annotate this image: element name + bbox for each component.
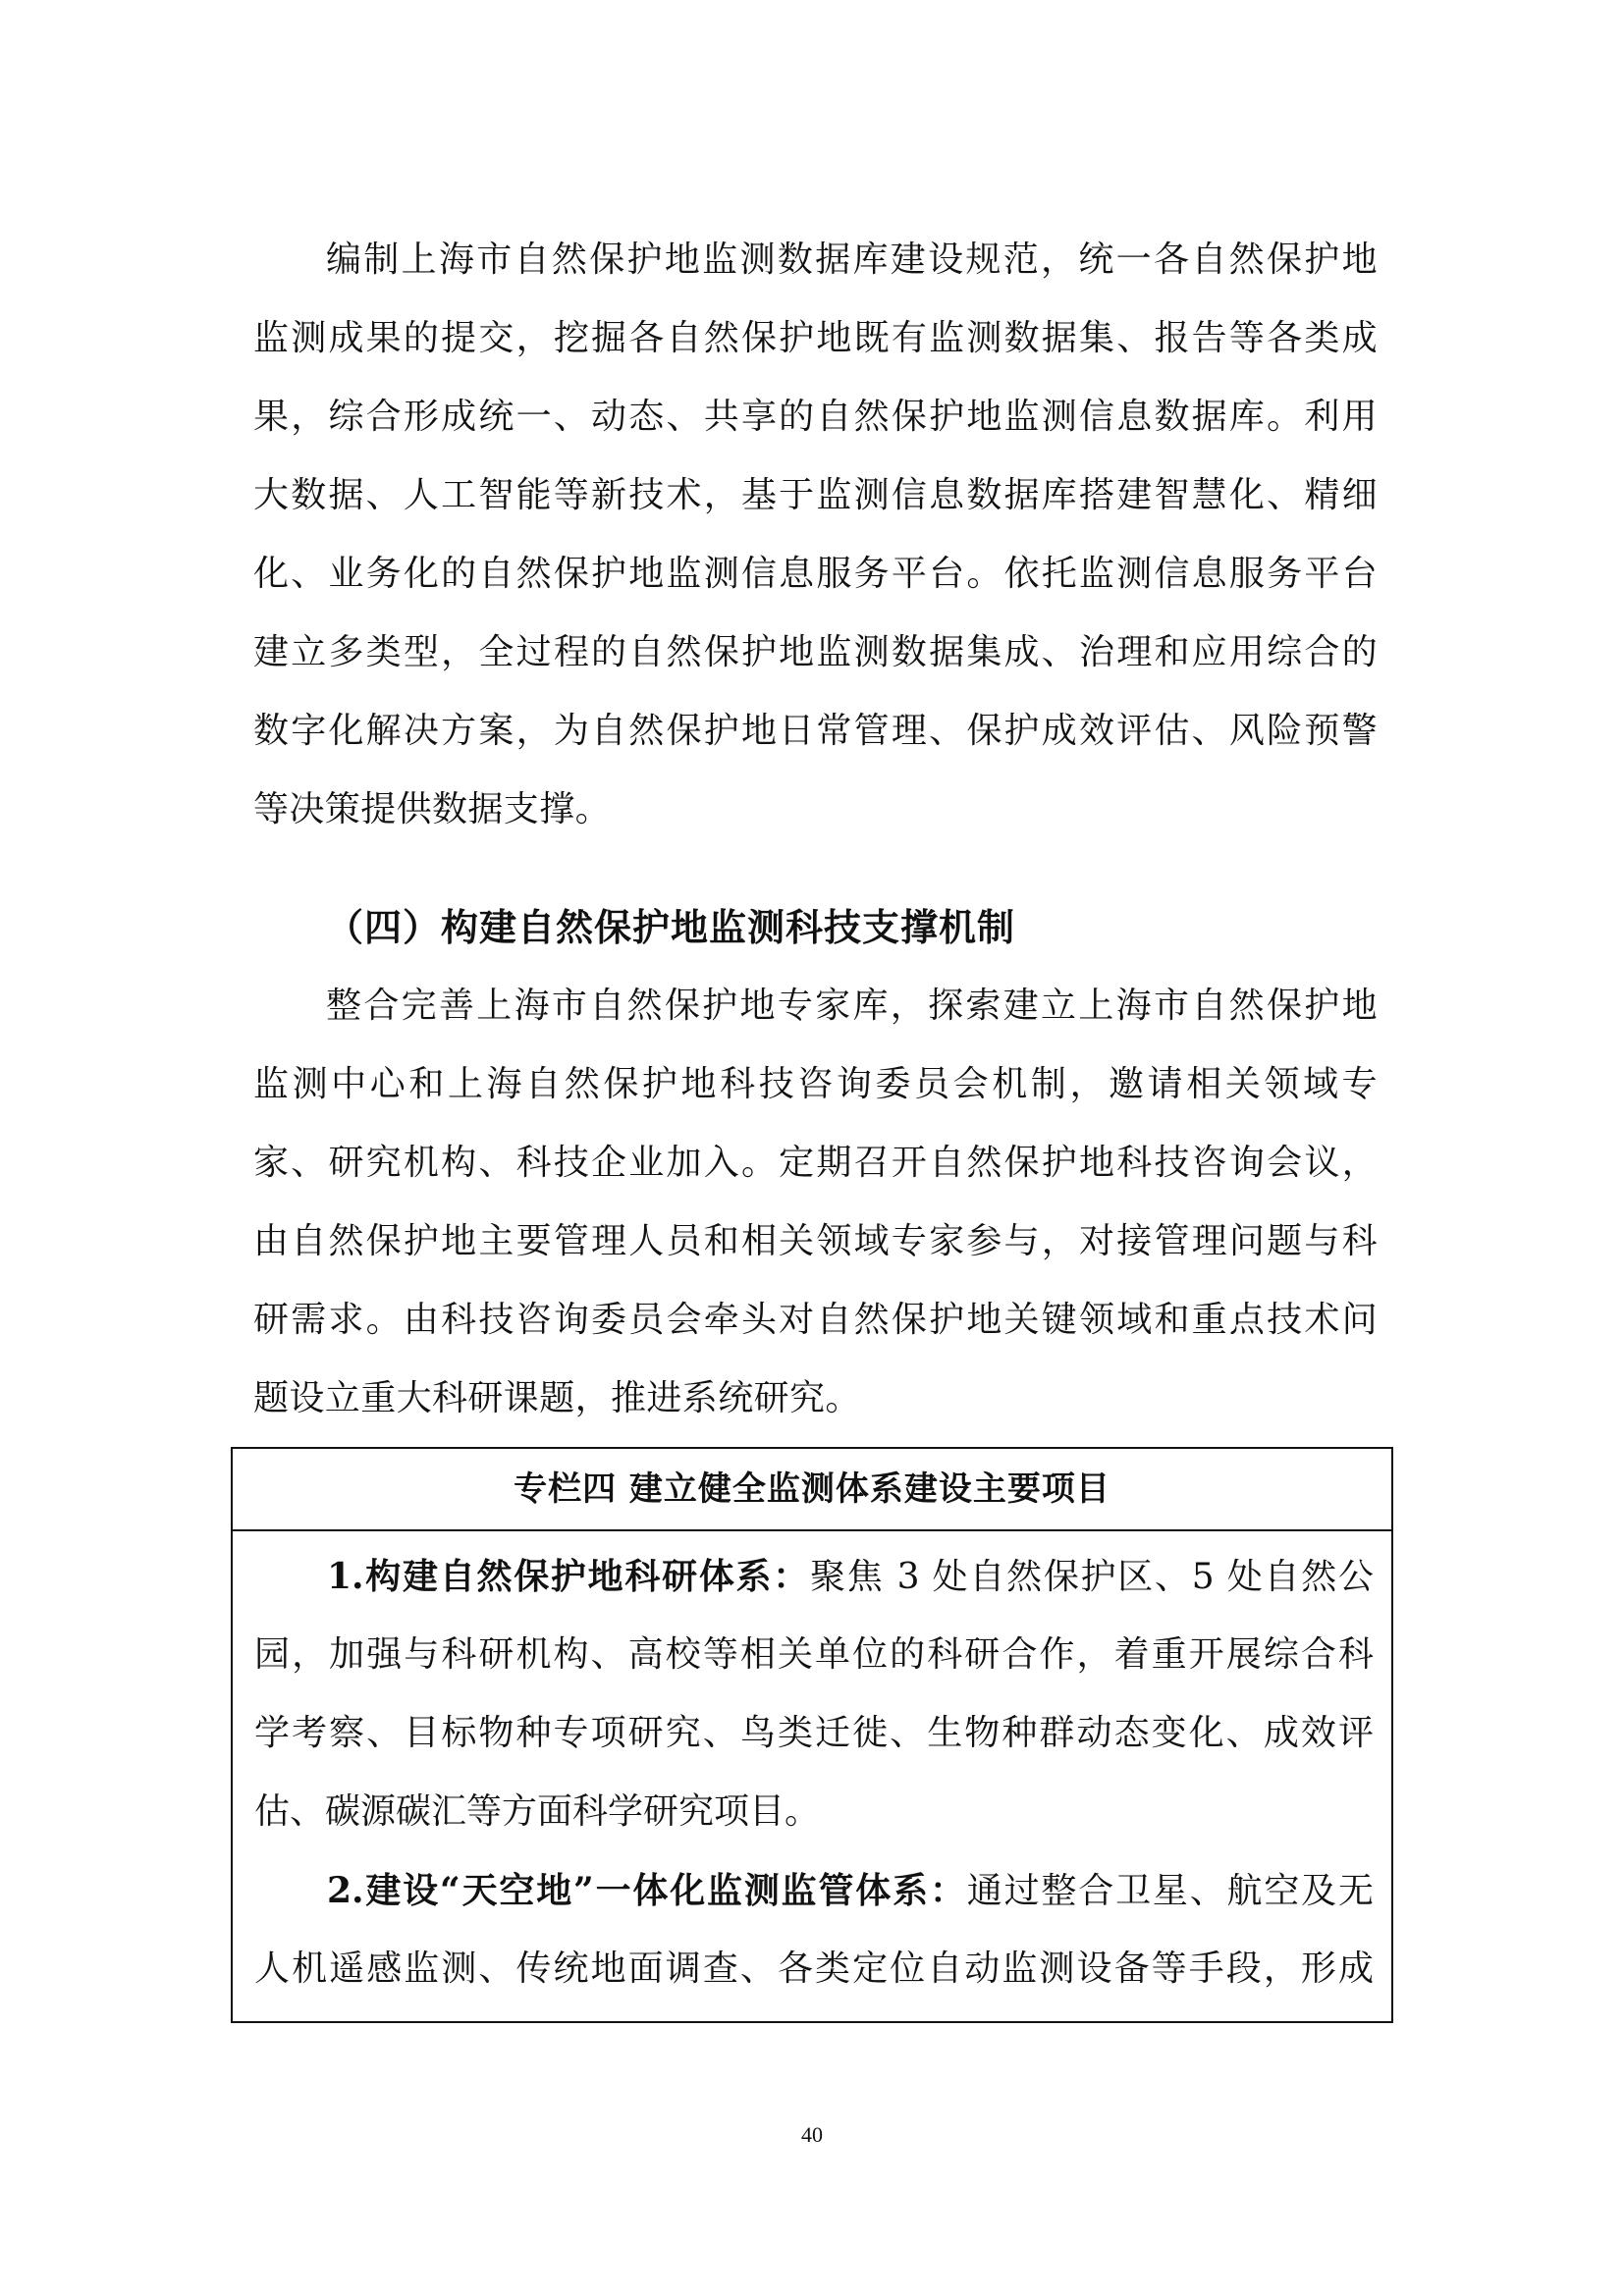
paragraph-line: 等决策提供数据支撑。 <box>253 789 612 829</box>
paragraph-line: 家、研究机构、科技企业加入。定期召开自然保护地科技咨询会议， <box>253 1143 1378 1183</box>
page-number: 40 <box>801 2122 823 2147</box>
project-item-first-line <box>254 1537 1374 1616</box>
paragraph-line: 化、业务化的自然保护地监测信息服务平台。依托监测信息服务平台 <box>253 554 1378 594</box>
column-box <box>231 1447 1393 2023</box>
project-item-first-line <box>254 1851 1374 1930</box>
project-item-text: 通过整合卫星、航空及无 <box>966 1871 1374 1911</box>
project-item-text: 聚焦 3 处自然保护区、5 处自然公 <box>810 1557 1374 1597</box>
paragraph-line: 监测中心和上海自然保护地科技咨询委员会机制，邀请相关领域专 <box>253 1064 1378 1104</box>
paragraph-line: 果，综合形成统一、动态、共享的自然保护地监测信息数据库。利用 <box>253 397 1378 437</box>
section-heading: （四）构建自然保护地监测科技支撑机制 <box>326 906 1016 949</box>
paragraph-line: 整合完善上海市自然保护地专家库，探索建立上海市自然保护地 <box>326 986 1378 1026</box>
project-item-line: 园，加强与科研机构、高校等相关单位的科研合作，着重开展综合科 <box>254 1634 1374 1675</box>
paragraph-line: 由自然保护地主要管理人员和相关领域专家参与，对接管理问题与科 <box>253 1221 1378 1261</box>
project-item-sky-space-ground <box>254 1851 1374 2008</box>
project-item-line: 人机遥感监测、传统地面调查、各类定位自动监测设备等手段，形成 <box>254 1949 1374 1989</box>
paragraph-line: 大数据、人工智能等新技术，基于监测信息数据库搭建智慧化、精细 <box>253 475 1378 515</box>
project-item-line: 学考察、目标物种专项研究、鸟类迁徙、生物种群动态变化、成效评 <box>254 1713 1374 1753</box>
project-item-research-system <box>254 1537 1374 1851</box>
project-item-lead: 2.建设“天空地”一体化监测监管体系： <box>327 1870 967 1911</box>
column-box-title: 专栏四 建立健全监测体系建设主要项目 <box>233 1449 1391 1531</box>
paragraph-line: 监测成果的提交，挖掘各自然保护地既有监测数据集、报告等各类成 <box>253 318 1378 358</box>
paragraph-line: 数字化解决方案，为自然保护地日常管理、保护成效评估、风险预警 <box>253 711 1378 751</box>
project-item-lead: 1.构建自然保护地科研体系： <box>327 1556 810 1597</box>
paragraph-line: 建立多类型，全过程的自然保护地监测数据集成、治理和应用综合的 <box>253 632 1378 672</box>
paragraph-expert-mechanism <box>253 967 1378 1438</box>
paragraph-line: 题设立重大科研课题，推进系统研究。 <box>253 1378 861 1418</box>
project-item-line: 估、碳源碳汇等方面科学研究项目。 <box>254 1791 821 1832</box>
paragraph-database <box>253 221 1378 849</box>
paragraph-line: 编制上海市自然保护地监测数据库建设规范，统一各自然保护地 <box>326 240 1378 280</box>
paragraph-line: 研需求。由科技咨询委员会牵头对自然保护地关键领域和重点技术问 <box>253 1300 1378 1340</box>
